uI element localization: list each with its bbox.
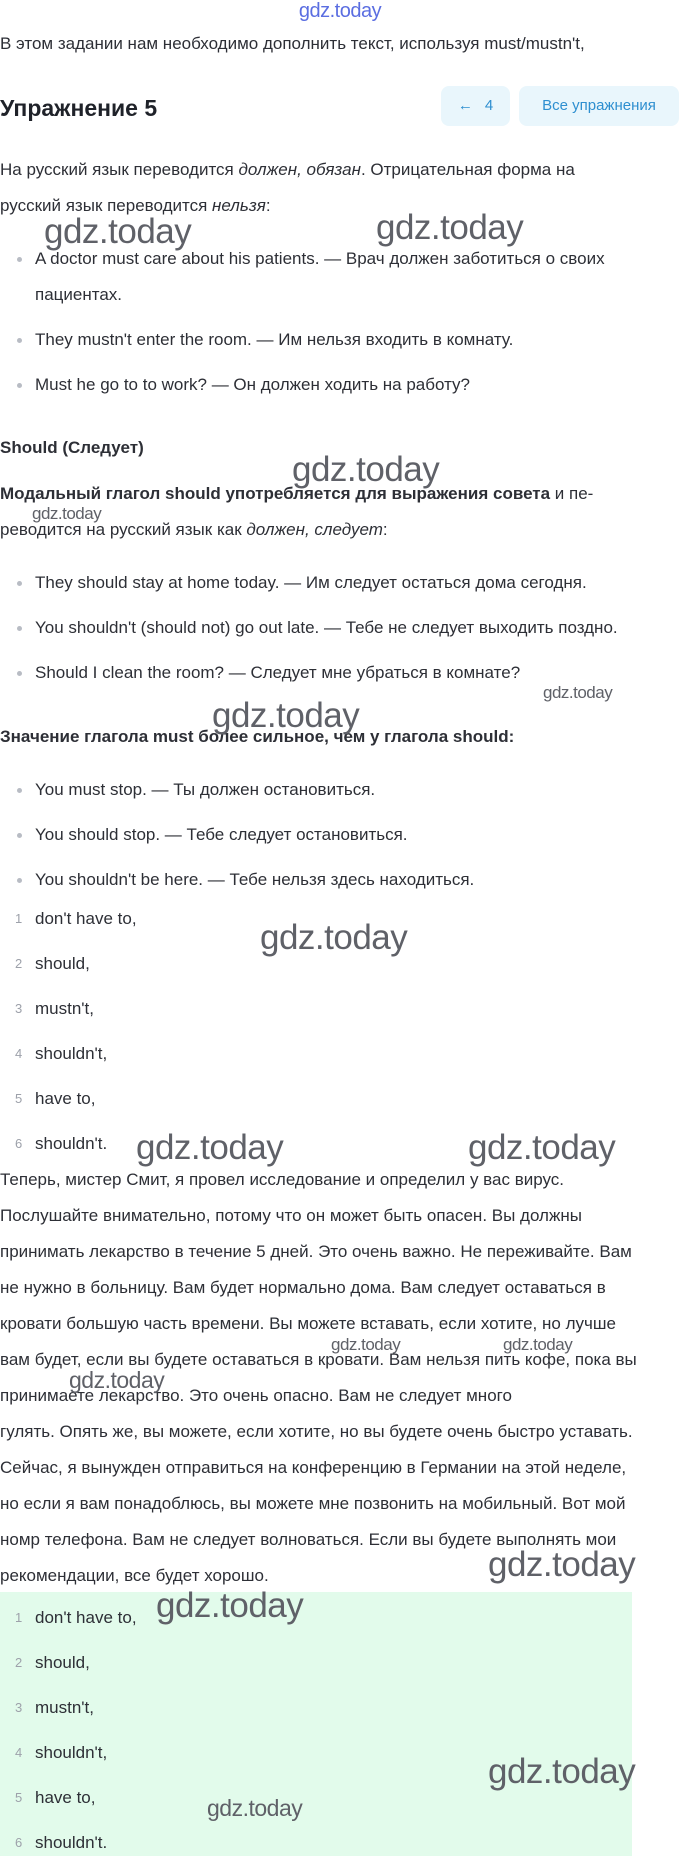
list-item: 2 should,	[15, 954, 90, 973]
list-item: Should I clean the room? — Следует мне убраться в комнате?	[0, 655, 672, 691]
previous-exercise-button[interactable]	[441, 86, 510, 126]
watermark-text: gdz.today	[488, 1545, 636, 1584]
watermark-text: gdz.today	[136, 1128, 284, 1167]
list-item: 4 shouldn't,	[15, 1044, 108, 1063]
list-item: 1 don't have to,	[15, 909, 137, 928]
should-examples-list	[0, 565, 672, 700]
watermark-text: gdz.today	[503, 1335, 573, 1354]
intro-text: В этом задании нам необходимо дополнить текст, используя must/mustn't,	[0, 34, 585, 53]
watermark-text: gdz.today	[543, 683, 613, 702]
list-item: Must he go to to work? — Он должен ходить на работу?	[0, 367, 672, 403]
list-item: You shouldn't be here. — Тебе нельзя здесь находиться.	[0, 862, 672, 898]
list-item: 5 have to,	[15, 1089, 96, 1108]
must-examples-list	[0, 241, 672, 412]
compare-heading: Значение глагола must более сильное, чем у глагола should:	[0, 727, 515, 746]
watermark-text: gdz.today	[207, 1795, 303, 1821]
watermark-text: gdz.today	[69, 1367, 165, 1393]
watermark-text: gdz.today	[331, 1335, 401, 1354]
watermark-text: gdz.today	[468, 1128, 616, 1167]
must-rule-text: На русский язык переводится должен, обязан. Отрицательная форма на русский язык переводится нельзя:	[0, 160, 575, 215]
compare-examples-list	[0, 772, 672, 907]
list-item: 1 don't have to,	[15, 1608, 137, 1627]
watermark-text: gdz.today	[488, 1752, 636, 1791]
watermark-text: gdz.today	[44, 212, 192, 251]
should-heading: Should (Следует)	[0, 438, 144, 457]
watermark-text: gdz.today	[376, 208, 524, 247]
site-logo[interactable]: gdz.today	[298, 0, 382, 22]
answers-box	[0, 1592, 632, 1856]
all-exercises-button[interactable]: Все упражнения	[519, 86, 679, 126]
list-item: 2 should,	[15, 1653, 90, 1672]
list-item: 4 shouldn't,	[15, 1743, 108, 1762]
list-item: You must stop. — Ты должен остановиться.	[0, 772, 672, 808]
should-rule-text: Модальный глагол should употребляется для выражения совета и пе- реводится на русский язык как должен, следует:	[0, 484, 594, 539]
highlighted-answers-list	[0, 1600, 672, 1870]
arrow-left-icon: ←	[457, 97, 473, 114]
list-item: 3 mustn't,	[15, 999, 94, 1018]
previous-exercise-number: 4	[484, 97, 494, 114]
list-item: You shouldn't (should not) go out late. — Тебе не следует выходить поздно.	[0, 610, 672, 646]
list-item: 3 mustn't,	[15, 1698, 94, 1717]
watermark-text: gdz.today	[292, 450, 440, 489]
list-item: 6 shouldn't.	[15, 1833, 108, 1852]
watermark-text: gdz.today	[260, 918, 408, 957]
watermark-text: gdz.today	[212, 696, 360, 735]
watermark-text: gdz.today	[32, 504, 102, 523]
list-item: A doctor must care about his patients. — Врач должен заботиться о своих пациентах.	[0, 241, 672, 313]
watermark-text: gdz.today	[156, 1586, 304, 1625]
answers-list	[0, 901, 672, 1171]
list-item: You should stop. — Тебе следует остановиться.	[0, 817, 672, 853]
list-item: They should stay at home today. — Им следует остаться дома сегодня.	[0, 565, 672, 601]
list-item: 5 have to,	[15, 1788, 96, 1807]
exercise-title: Упражнение 5	[0, 95, 158, 121]
list-item: 6 shouldn't.	[15, 1134, 108, 1153]
list-item: They mustn't enter the room. — Им нельзя входить в комнату.	[0, 322, 672, 358]
translation-text: Теперь, мистер Смит, я провел исследование и определил у вас вирус. Послушайте внимательно, потому что он может быть опасен. Вы должны принимать лекарство в течение 5 дней. Это очень важно. Не переживайте. Вам не нужно в больницу. Вам будет нормально дома. Вам следует оставаться в кровати большую часть времени. Вы можете вставать, если хотите, но лучше вам будет, если вы будете оставаться в кровати. Вам нельзя пить кофе, пока вы принимаете лекарство. Это очень опасно. Вам не следует много гулять. Опять же, вы можете, если хотите, но вы будете очень быстро уставать. Сейчас, я вынужден отправиться на конференцию в Германии на этой неделе, но если я вам понадоблюсь, вы можете мне позвонить на мобильный. Вот мой номр телефона. Вам не следует волноваться. Если вы будете выполнять мои рекомендации, все будет хорошо.	[0, 1170, 637, 1585]
